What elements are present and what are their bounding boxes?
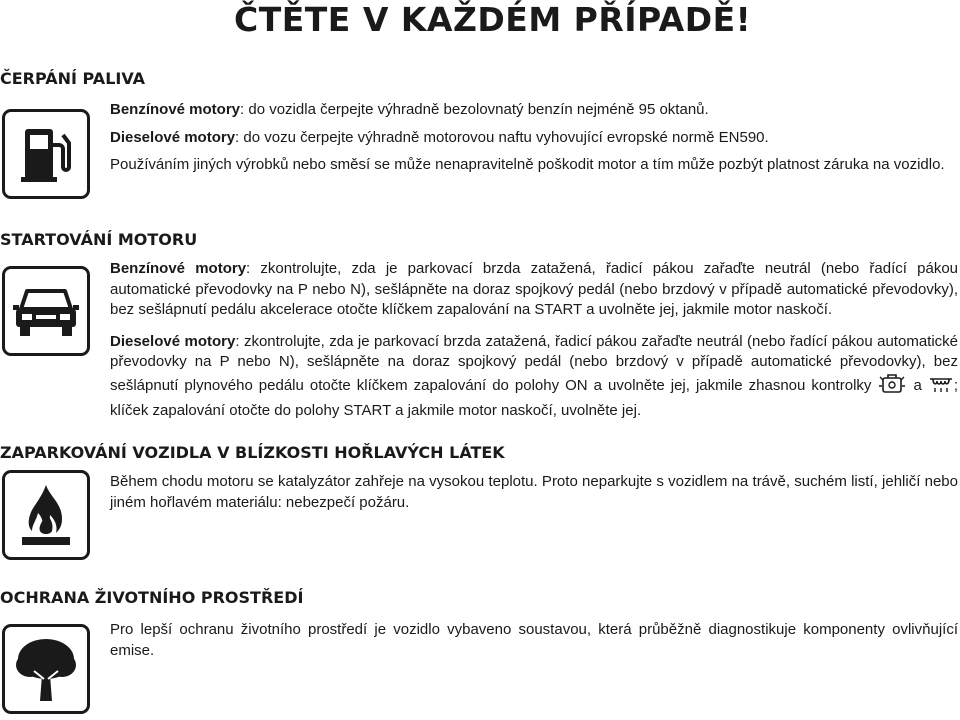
section-heading-parking: ZAPARKOVÁNÍ VOZIDLA V BLÍZKOSTI HOŘLAVÝCH LÁTEK bbox=[0, 443, 505, 462]
text-start-petrol: : zkontrolujte, zda je parkovací brzda zatažená, řadicí pákou zařaďte neutrál (nebo řadící pákou automatické převodovky na P nebo N), sešlápněte na doraz spojkový pedál (nebo brzdový v případě automatické převodovky), bez sešlápnutí pedálu akcelerace otočte klíčkem zapalování na START a uvolněte jej, jakmile motor naskočí. bbox=[110, 260, 958, 318]
section-body-start bbox=[110, 259, 958, 422]
text-start-diesel-2: ; klíček zapalování otočte do polohy START a jakmile motor naskočí, uvolněte jej. bbox=[110, 376, 959, 419]
label-petrol: Benzínové motory bbox=[110, 101, 241, 118]
text-start-diesel-1: : zkontrolujte, zda je parkovací brzda zatažená, řadicí pákou zařaďte neutrál (nebo řadící pákou automatické převodovky na P nebo N), sešlápněte na doraz spojkový pedál (nebo brzdový v případě automatické převodovky), bez sešlápnutí plynového pedálu otočte klíčkem zapalování do polohy ON a uvolněte jej, jakmile zhasnou kontrolky bbox=[110, 332, 958, 394]
paragraph-environment bbox=[110, 620, 958, 661]
flame-icon bbox=[2, 470, 90, 560]
tree-icon bbox=[2, 624, 90, 714]
paragraph-start-diesel bbox=[110, 332, 958, 422]
glow-plug-icon bbox=[928, 373, 954, 402]
paragraph-petrol bbox=[110, 100, 958, 121]
section-body-parking bbox=[110, 472, 958, 513]
paragraph-warning bbox=[110, 155, 958, 176]
text-environment: Pro lepší ochranu životního prostředí je vozidlo vybaveno soustavou, která průběžně diagnostikuje komponenty ovlivňující emise. bbox=[110, 621, 958, 659]
paragraph-start-petrol bbox=[110, 259, 958, 321]
text-parking: Během chodu motoru se katalyzátor zahřeje na vysokou teplotu. Proto neparkujte s vozidlem na trávě, suchém listí, jehličí nebo jiném hořlavém materiálu: nebezpečí požáru. bbox=[110, 473, 958, 511]
fuel-pump-icon bbox=[2, 109, 90, 199]
text-warning: Používáním jiných výrobků nebo směsí se může nenapravitelně poškodit motor a tím může pozbýt platnost záruka na vozidlo. bbox=[110, 156, 945, 173]
section-heading-environment: OCHRANA ŽIVOTNÍHO PROSTŘEDÍ bbox=[0, 588, 304, 607]
text-petrol: : do vozidla čerpejte výhradně bezolovnatý benzín nejméně 95 oktanů. bbox=[240, 101, 709, 118]
page-title: ČTĚTE V KAŽDÉM PŘÍPADĚ! bbox=[234, 0, 752, 39]
paragraph-diesel bbox=[110, 128, 958, 149]
text-start-diesel-and: a bbox=[913, 376, 922, 394]
section-body-fuel bbox=[110, 100, 958, 176]
label-start-diesel: Dieselové motory bbox=[110, 332, 236, 350]
section-heading-fuel: ČERPÁNÍ PALIVA bbox=[0, 69, 146, 88]
section-heading-start: STARTOVÁNÍ MOTORU bbox=[0, 230, 198, 249]
warning-light-icon bbox=[877, 373, 907, 402]
label-diesel: Dieselové motory bbox=[110, 128, 236, 146]
label-start-petrol: Benzínové motory bbox=[110, 260, 247, 277]
car-front-icon bbox=[2, 266, 90, 356]
section-body-environment bbox=[110, 620, 958, 661]
paragraph-parking bbox=[110, 472, 958, 513]
text-diesel: : do vozu čerpejte výhradně motorovou naftu vyhovující evropské normě EN590. bbox=[235, 128, 769, 146]
